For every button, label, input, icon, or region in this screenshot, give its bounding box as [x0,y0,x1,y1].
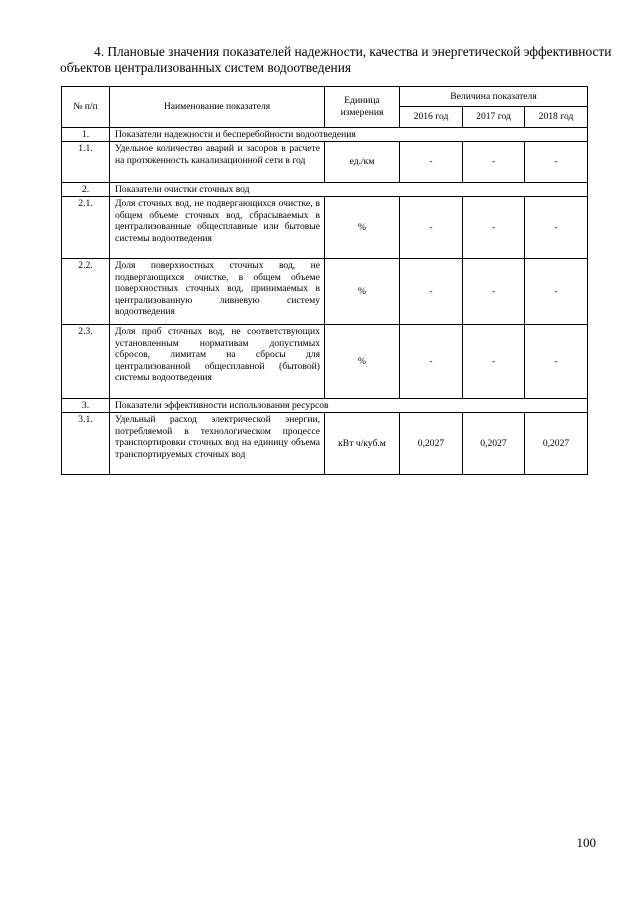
row-number: 2.1. [62,197,110,259]
table-row [62,197,588,259]
section-heading-line-1: 4. Плановые значения показателей надежности, качества и энергетической эффективности [94,44,612,59]
indicator-name: Доля проб сточных вод, не соответствующих установленным нормативам допустимых сбросов, лимитам на сбросы для централизованной общесплавной (бытовой) системы водоотведения [110,325,325,399]
value-2016: - [400,259,463,325]
table-row [62,259,588,325]
row-number: 1. [62,128,110,142]
section-title: Показатели надежности и бесперебойности водоотведения [110,128,588,142]
row-number: 3. [62,399,110,413]
row-number: 2.3. [62,325,110,399]
header-year-2017: 2017 год [463,107,525,128]
value-2018: 0,2027 [525,413,588,475]
value-2017: - [463,197,525,259]
indicator-name: Доля поверхностных сточных вод, не подвергающихся очистке, в общем объеме поверхностных сточных вод, принимаемых в централизованную ливневую систему водоотведения [110,259,325,325]
value-2017: - [463,325,525,399]
row-number: 3.1. [62,413,110,475]
indicator-name: Удельный расход электрической энергии, потребляемой в технологическом процессе транспортировки сточных вод на единицу объема транспортируемых сточных вод [110,413,325,475]
section-title: Показатели очистки сточных вод [110,183,588,197]
table-row [62,142,588,183]
header-row-1 [62,87,588,107]
table-row [62,413,588,475]
indicator-unit: % [325,325,400,399]
header-unit: Единица измерения [325,87,400,128]
section-row [62,183,588,197]
header-year-2016: 2016 год [400,107,463,128]
section-row [62,399,588,413]
page-number: 100 [576,835,596,850]
header-year-2018: 2018 год [525,107,588,128]
section-heading [60,44,612,76]
header-values-group: Величина показателя [400,87,588,107]
value-2016: - [400,325,463,399]
indicator-unit: ед./км [325,142,400,183]
value-2017: - [463,259,525,325]
indicator-name: Удельное количество аварий и засоров в расчете на протяженность канализационной сети в год [110,142,325,183]
value-2017: 0,2027 [463,413,525,475]
value-2018: - [525,197,588,259]
value-2018: - [525,259,588,325]
value-2018: - [525,142,588,183]
indicator-name: Доля сточных вод, не подвергающихся очистке, в общем объеме сточных вод, сбрасываемых в централизованные общесплавные или бытовые системы водоотведения [110,197,325,259]
indicators-table [61,86,588,475]
row-number: 2. [62,183,110,197]
row-number: 1.1. [62,142,110,183]
value-2016: 0,2027 [400,413,463,475]
indicator-unit: % [325,197,400,259]
header-name: Наименование показателя [110,87,325,128]
value-2016: - [400,142,463,183]
section-heading-line-2: объектов централизованных систем водоотведения [60,60,352,75]
header-num: № п/п [62,87,110,128]
row-number: 2.2. [62,259,110,325]
section-title: Показатели эффективности использования ресурсов [110,399,588,413]
indicator-unit: % [325,259,400,325]
section-row [62,128,588,142]
indicator-unit: кВт ч/куб.м [325,413,400,475]
value-2018: - [525,325,588,399]
value-2016: - [400,197,463,259]
table-row [62,325,588,399]
value-2017: - [463,142,525,183]
